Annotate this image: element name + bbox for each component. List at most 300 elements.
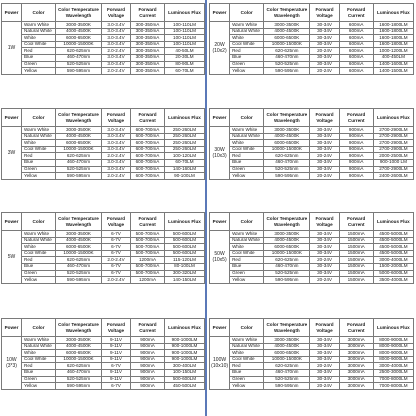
column-header: Forward Current: [339, 319, 373, 337]
column-header: Forward Current: [339, 4, 373, 22]
table-cell: 9-11V: [102, 337, 131, 344]
table-cell: 6-7V: [102, 270, 131, 277]
table-cell: 460-470nm: [264, 369, 310, 376]
table-cell: 3.0-3.4V: [102, 140, 131, 147]
table-cell: 520-525nm: [264, 61, 310, 68]
header-row: [210, 319, 414, 337]
table-cell: 30-34V: [310, 376, 339, 383]
table-cell: 6000-6500K: [264, 35, 310, 42]
table-cell: 500-600LM: [165, 237, 205, 244]
color-name-cell: Natural White: [22, 343, 56, 350]
table-cell: 500-600LM: [165, 244, 205, 251]
table-cell: 4500-5000LM: [373, 237, 413, 244]
table-cell: 600-700mA: [131, 140, 165, 147]
table-cell: 500-700mA: [131, 231, 165, 238]
table-cell: 20-24V: [310, 363, 339, 370]
table-cell: 500-700mA: [131, 237, 165, 244]
table-cell: 620-625nm: [56, 48, 102, 55]
table-cell: 2700-2900LM: [373, 146, 413, 153]
table-cell: 3000mA: [339, 369, 373, 376]
power-cell: 3W: [2, 127, 22, 180]
column-header: Forward Current: [131, 4, 165, 22]
table-cell: 460-470nm: [56, 54, 102, 61]
column-header: Color Temperature Wavelength: [56, 4, 102, 22]
color-name-cell: Cool White: [22, 146, 56, 153]
color-name-cell: Green: [22, 376, 56, 383]
color-name-cell: Yellow: [22, 173, 56, 180]
table-cell: 90-100LM: [165, 173, 205, 180]
column-header: Forward Voltage: [310, 213, 339, 231]
table-cell: 8000-9000LM: [373, 356, 413, 363]
table-cell: 590-595nm: [56, 173, 102, 180]
table-cell: 590-595nm: [264, 68, 310, 75]
table-cell: 30-34V: [310, 61, 339, 68]
color-name-cell: Blue: [230, 369, 264, 376]
table-cell: 600-700mA: [131, 153, 165, 160]
table-row: [210, 140, 414, 147]
table-cell: 7000-8000LM: [373, 376, 413, 383]
table-cell: 460-470nm: [56, 159, 102, 166]
table-cell: 3000-3500K: [264, 337, 310, 344]
table-cell: 80-100LM: [165, 263, 205, 270]
table-cell: 115-120LM: [165, 257, 205, 264]
color-name-cell: Blue: [22, 54, 56, 61]
table-cell: 600-700mA: [131, 127, 165, 134]
table-cell: 1500mA: [339, 270, 373, 277]
table-cell: 1500mA: [339, 277, 373, 284]
table-cell: 3000-3500K: [264, 22, 310, 29]
table-cell: 900mA: [131, 369, 165, 376]
table-cell: 900mA: [131, 363, 165, 370]
table-cell: 600-700mA: [131, 133, 165, 140]
table-cell: 460-470nm: [264, 263, 310, 270]
color-name-cell: Yellow: [230, 173, 264, 180]
table-cell: 1600-1800LM: [373, 35, 413, 42]
table-cell: 500-700mA: [131, 250, 165, 257]
table-cell: 520-525nm: [56, 376, 102, 383]
table-cell: 6-7V: [102, 244, 131, 251]
color-name-cell: Blue: [22, 369, 56, 376]
color-name-cell: Cool White: [22, 250, 56, 257]
table-row: [2, 173, 205, 180]
color-name-cell: Natural White: [230, 237, 264, 244]
table-row: [2, 68, 205, 75]
table-cell: 3000-3500K: [56, 231, 102, 238]
spec-table: [1, 108, 205, 180]
table-cell: 3.0-3.4V: [102, 28, 131, 35]
table-cell: 8000-9000LM: [373, 337, 413, 344]
color-name-cell: Warm White: [22, 22, 56, 29]
color-name-cell: Cool White: [22, 356, 56, 363]
table-cell: 30-34V: [310, 237, 339, 244]
table-cell: 900-1000LM: [165, 337, 205, 344]
table-cell: 4000-4500K: [264, 28, 310, 35]
table-cell: 3000-3500K: [264, 127, 310, 134]
table-cell: 3000mA: [339, 383, 373, 390]
table-cell: 30-34V: [310, 35, 339, 42]
table-cell: 6000-6500K: [56, 140, 102, 147]
column-header: Color: [230, 319, 264, 337]
table-cell: 20-24V: [310, 383, 339, 390]
table-row: [2, 270, 205, 277]
table-cell: 450-500LM: [165, 383, 205, 390]
table-cell: 30-34V: [310, 41, 339, 48]
table-cell: 6-7V: [102, 363, 131, 370]
table-cell: 1500mA: [339, 231, 373, 238]
table-row: [210, 146, 414, 153]
table-cell: 10000-15000K: [56, 41, 102, 48]
color-name-cell: White: [230, 350, 264, 357]
spec-table: [209, 318, 414, 390]
table-row: [2, 237, 205, 244]
table-row: [210, 153, 414, 160]
color-name-cell: Green: [230, 376, 264, 383]
column-header: Luminous Flux: [165, 109, 205, 127]
color-name-cell: White: [22, 350, 56, 357]
table-row: [2, 363, 205, 370]
table-cell: 3000mA: [339, 356, 373, 363]
color-name-cell: White: [22, 244, 56, 251]
column-header: Forward Voltage: [102, 109, 131, 127]
color-name-cell: Warm White: [230, 22, 264, 29]
table-cell: 900mA: [131, 343, 165, 350]
table-cell: 10000-15000K: [56, 356, 102, 363]
column-header: Color Temperature Wavelength: [264, 213, 310, 231]
table-cell: 590-595nm: [56, 277, 102, 284]
table-row: [2, 54, 205, 61]
table-cell: 100-110LM: [165, 28, 205, 35]
color-name-cell: Red: [22, 363, 56, 370]
power-cell: 20W (10x2): [210, 22, 230, 75]
table-cell: 9-11V: [102, 343, 131, 350]
table-cell: 1500mA: [339, 263, 373, 270]
table-cell: 100-110LM: [165, 41, 205, 48]
table-cell: 620-625nm: [56, 363, 102, 370]
table-cell: 300-350mA: [131, 48, 165, 55]
table-cell: 30-34V: [310, 133, 339, 140]
table-cell: 6-7V: [102, 231, 131, 238]
table-row: [2, 35, 205, 42]
table-cell: 250-260LM: [165, 133, 205, 140]
column-header: Color Temperature Wavelength: [56, 319, 102, 337]
table-cell: 20-24V: [310, 257, 339, 264]
table-cell: 1600-1800LM: [373, 28, 413, 35]
column-header: Color: [230, 213, 264, 231]
table-cell: 9-11V: [102, 350, 131, 357]
table-cell: 250-260LM: [165, 146, 205, 153]
table-cell: 900mA: [339, 159, 373, 166]
table-cell: 1000-1200LM: [373, 48, 413, 55]
table-cell: 2.0-2.4V: [102, 173, 131, 180]
column-header: Power: [2, 319, 22, 337]
table-cell: 6-7V: [102, 263, 131, 270]
table-row: [2, 277, 205, 284]
table-row: [2, 343, 205, 350]
table-cell: 500-700mA: [131, 244, 165, 251]
color-name-cell: Warm White: [230, 337, 264, 344]
table-cell: 2700-2900LM: [373, 127, 413, 134]
table-row: [210, 356, 414, 363]
table-cell: 30-34V: [310, 22, 339, 29]
color-name-cell: Yellow: [230, 383, 264, 390]
table-cell: 100-120LM: [165, 153, 205, 160]
table-cell: 1500-2000LM: [373, 263, 413, 270]
table-cell: 80-90LM: [165, 61, 205, 68]
table-cell: 8000-9000LM: [373, 343, 413, 350]
table-row: [2, 28, 205, 35]
table-cell: 3000mA: [339, 363, 373, 370]
table-cell: 3000-4000LM: [373, 363, 413, 370]
column-header: Color Temperature Wavelength: [264, 319, 310, 337]
column-header: Color: [230, 4, 264, 22]
column-header: Color: [22, 213, 56, 231]
table-cell: 140-160LM: [165, 166, 205, 173]
table-cell: 600-700mA: [131, 159, 165, 166]
table-cell: 600mA: [339, 28, 373, 35]
table-cell: 10000-15000K: [56, 250, 102, 257]
color-name-cell: Yellow: [22, 383, 56, 390]
column-header: Power: [210, 109, 230, 127]
column-header: Forward Current: [131, 213, 165, 231]
table-cell: 620-625nm: [264, 153, 310, 160]
table-cell: 30-34V: [310, 369, 339, 376]
color-name-cell: Blue: [230, 54, 264, 61]
table-cell: 30-34V: [310, 28, 339, 35]
table-cell: 9-11V: [102, 356, 131, 363]
table-row: [2, 48, 205, 55]
table-cell: 300-350mA: [131, 68, 165, 75]
color-name-cell: Green: [230, 166, 264, 173]
spec-table: [209, 212, 414, 284]
table-cell: 600mA: [339, 35, 373, 42]
table-cell: 460-470nm: [264, 159, 310, 166]
table-cell: 30-34V: [310, 356, 339, 363]
table-cell: 460-470nm: [56, 263, 102, 270]
table-cell: 3.0-3.4V: [102, 54, 131, 61]
color-name-cell: Warm White: [22, 337, 56, 344]
color-name-cell: Blue: [22, 159, 56, 166]
table-row: [2, 146, 205, 153]
table-cell: 1500mA: [339, 244, 373, 251]
table-cell: 300-350mA: [131, 61, 165, 68]
table-row: [2, 231, 205, 238]
color-name-cell: Green: [22, 61, 56, 68]
table-cell: 3000mA: [339, 343, 373, 350]
table-row: [210, 127, 414, 134]
table-row: [2, 257, 205, 264]
table-row: [2, 383, 205, 390]
table-row: [210, 166, 414, 173]
table-cell: 8000-9000LM: [373, 350, 413, 357]
header-row: [2, 4, 205, 22]
table-cell: 300-320LM: [165, 270, 205, 277]
color-name-cell: Yellow: [22, 277, 56, 284]
table-cell: 3000-3500K: [56, 22, 102, 29]
table-cell: 620-625nm: [56, 257, 102, 264]
table-cell: 10000-15000K: [264, 356, 310, 363]
column-header: Power: [2, 4, 22, 22]
table-cell: 9-11V: [102, 369, 131, 376]
table-row: [210, 231, 414, 238]
table-cell: 600mA: [339, 22, 373, 29]
table-cell: 600-700mA: [131, 146, 165, 153]
table-cell: 10000-15000K: [56, 146, 102, 153]
table-row: [210, 363, 414, 370]
table-row: [210, 337, 414, 344]
table-cell: 590-595nm: [264, 383, 310, 390]
table-cell: 1500mA: [339, 237, 373, 244]
table-cell: 30-34V: [310, 350, 339, 357]
table-cell: 900mA: [339, 146, 373, 153]
color-name-cell: Green: [230, 270, 264, 277]
table-cell: 500-700mA: [131, 270, 165, 277]
column-header: Luminous Flux: [373, 109, 413, 127]
table-cell: 30-34V: [310, 140, 339, 147]
table-cell: 6-7V: [102, 250, 131, 257]
table-row: [210, 369, 414, 376]
table-cell: 3000mA: [339, 376, 373, 383]
table-cell: 20-30LM: [165, 54, 205, 61]
table-cell: 60-70LM: [165, 68, 205, 75]
table-cell: 1200mA: [131, 257, 165, 264]
table-row: [210, 350, 414, 357]
table-row: [210, 54, 414, 61]
column-header: Forward Voltage: [310, 109, 339, 127]
table-cell: 2.0-2.4V: [102, 68, 131, 75]
table-cell: 2400-2600LM: [373, 173, 413, 180]
table-cell: 4500-5000LM: [373, 244, 413, 251]
table-cell: 300-350mA: [131, 28, 165, 35]
table-row: [210, 257, 414, 264]
table-cell: 6000-6500K: [56, 35, 102, 42]
color-name-cell: Warm White: [22, 127, 56, 134]
table-cell: 900mA: [131, 337, 165, 344]
table-cell: 30-34V: [310, 159, 339, 166]
table-cell: 400-450LM: [373, 54, 413, 61]
color-name-cell: Warm White: [230, 231, 264, 238]
column-header: Forward Voltage: [310, 319, 339, 337]
table-cell: 590-595nm: [264, 173, 310, 180]
table-row: [210, 263, 414, 270]
power-cell: 50W (10x5): [210, 231, 230, 284]
table-cell: 520-525nm: [264, 166, 310, 173]
color-name-cell: White: [22, 140, 56, 147]
table-row: [210, 61, 414, 68]
table-cell: 6000-6500K: [56, 350, 102, 357]
table-cell: 6000-6500K: [264, 140, 310, 147]
column-header: Color Temperature Wavelength: [56, 213, 102, 231]
table-cell: 2.0-2.4V: [102, 153, 131, 160]
table-cell: 620-625nm: [264, 48, 310, 55]
table-cell: 600-700mA: [131, 173, 165, 180]
table-cell: 1400-1600LM: [373, 61, 413, 68]
table-row: [2, 369, 205, 376]
table-cell: 520-525nm: [264, 270, 310, 277]
table-cell: 900mA: [339, 127, 373, 134]
table-row: [2, 61, 205, 68]
table-cell: 4500-5000LM: [373, 250, 413, 257]
color-name-cell: Natural White: [22, 133, 56, 140]
table-cell: 1500mA: [339, 257, 373, 264]
table-row: [2, 263, 205, 270]
table-cell: 500-600LM: [165, 231, 205, 238]
table-cell: 600mA: [339, 68, 373, 75]
table-cell: 600mA: [339, 61, 373, 68]
table-row: [2, 133, 205, 140]
color-name-cell: Cool White: [230, 250, 264, 257]
table-cell: 500-700mA: [131, 263, 165, 270]
table-row: [210, 343, 414, 350]
table-cell: 3.0-3.4V: [102, 146, 131, 153]
table-row: [2, 376, 205, 383]
color-name-cell: Yellow: [230, 68, 264, 75]
table-cell: 900mA: [131, 356, 165, 363]
table-cell: 900mA: [339, 133, 373, 140]
table-cell: 520-525nm: [264, 376, 310, 383]
column-header: Power: [210, 319, 230, 337]
table-cell: 6000-6500K: [56, 244, 102, 251]
column-header: Forward Voltage: [102, 319, 131, 337]
color-name-cell: Blue: [22, 263, 56, 270]
color-name-cell: Red: [22, 153, 56, 160]
table-row: [2, 159, 205, 166]
table-cell: 590-595nm: [56, 68, 102, 75]
color-name-cell: Cool White: [230, 356, 264, 363]
table-cell: 300-350mA: [131, 41, 165, 48]
table-row: [210, 237, 414, 244]
table-cell: 4000-4500K: [56, 28, 102, 35]
table-cell: 3.0-3.4V: [102, 159, 131, 166]
spec-table: [209, 3, 414, 75]
column-header: Forward Voltage: [102, 4, 131, 22]
color-name-cell: Cool White: [230, 41, 264, 48]
spec-table: [1, 3, 205, 75]
table-row: [210, 48, 414, 55]
color-name-cell: White: [230, 140, 264, 147]
table-cell: 30-34V: [310, 127, 339, 134]
table-cell: 3000mA: [339, 337, 373, 344]
column-header: Color Temperature Wavelength: [264, 4, 310, 22]
color-name-cell: Blue: [230, 159, 264, 166]
column-header: Luminous Flux: [165, 319, 205, 337]
table-cell: 900-1000LM: [165, 356, 205, 363]
table-cell: 460-470nm: [56, 369, 102, 376]
table-cell: 520-525nm: [56, 61, 102, 68]
table-cell: 4000-4500K: [264, 133, 310, 140]
table-cell: 2000-2500LM: [373, 153, 413, 160]
table-cell: 900-1000 LM: [373, 159, 413, 166]
table-cell: 900-1000LM: [165, 343, 205, 350]
table-cell: 600mA: [339, 54, 373, 61]
table-cell: 1500mA: [339, 250, 373, 257]
table-row: [2, 356, 205, 363]
table-cell: 3.0-3.4V: [102, 61, 131, 68]
spec-table: [1, 212, 205, 284]
table-row: [210, 376, 414, 383]
power-cell: 10W (3*3): [2, 337, 22, 390]
table-cell: 900-1000LM: [165, 350, 205, 357]
table-cell: 500-600LM: [165, 250, 205, 257]
table-cell: 4000-4500K: [264, 237, 310, 244]
header-row: [2, 213, 205, 231]
table-cell: 600mA: [339, 41, 373, 48]
table-cell: 4000-4500K: [264, 343, 310, 350]
table-cell: 620-625nm: [264, 363, 310, 370]
table-cell: 900mA: [339, 166, 373, 173]
column-header: Luminous Flux: [165, 213, 205, 231]
table-cell: 30-34V: [310, 231, 339, 238]
table-cell: 6-7V: [102, 383, 131, 390]
